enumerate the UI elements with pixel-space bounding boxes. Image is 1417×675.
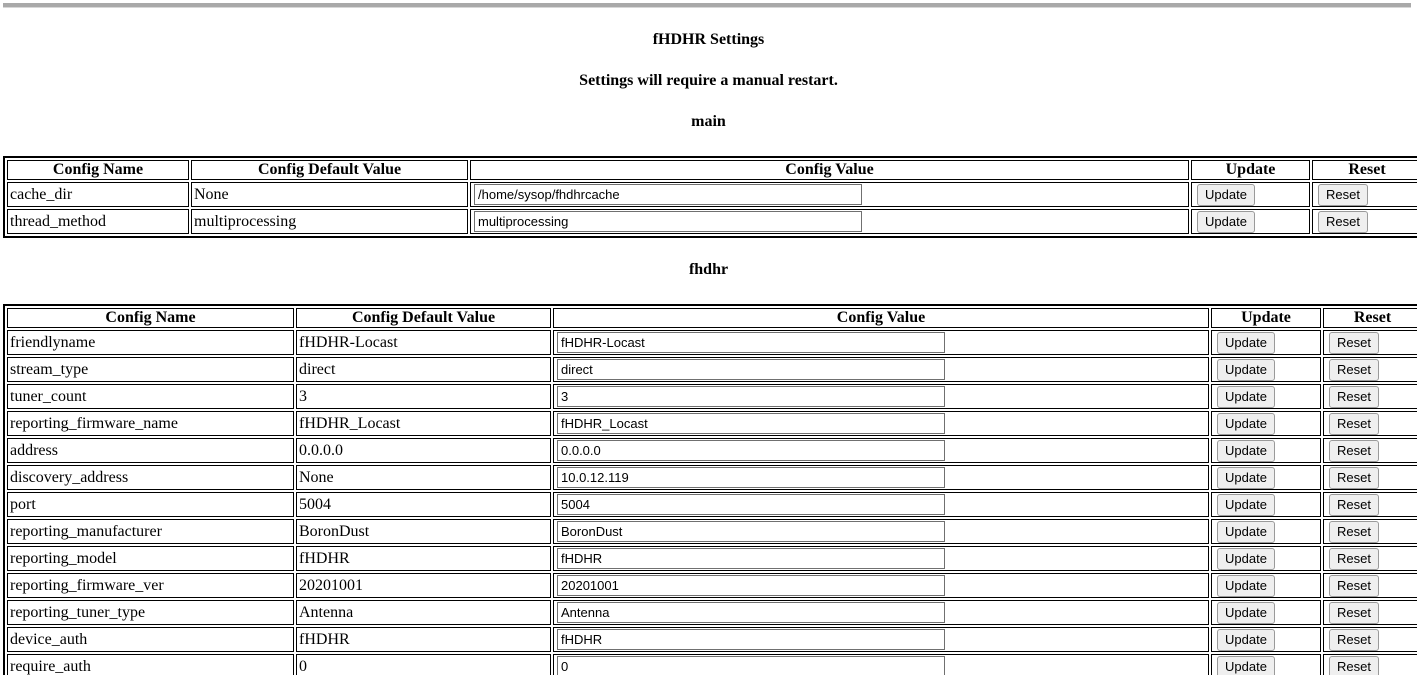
update-cell	[1211, 600, 1321, 625]
reset-cell	[1323, 357, 1417, 382]
config-name-cell: friendlyname	[7, 330, 294, 355]
update-cell	[1211, 330, 1321, 355]
reset-cell	[1323, 330, 1417, 355]
update-cell	[1211, 411, 1321, 436]
config-name-cell: reporting_manufacturer	[7, 519, 294, 544]
page-title: fHDHR Settings	[652, 31, 765, 48]
config-row	[7, 519, 1417, 544]
reset-cell	[1323, 438, 1417, 463]
config-value-input[interactable]	[557, 413, 945, 434]
config-default-cell: 0.0.0.0	[296, 438, 551, 463]
reset-cell	[1312, 182, 1417, 207]
reset-cell	[1323, 519, 1417, 544]
update-button[interactable]: Update	[1217, 467, 1275, 489]
config-value-cell	[553, 546, 1209, 571]
config-value-cell	[553, 465, 1209, 490]
update-cell	[1191, 182, 1310, 207]
config-row	[7, 627, 1417, 652]
config-name-cell: thread_method	[7, 209, 189, 234]
update-button[interactable]: Update	[1217, 494, 1275, 516]
config-name-cell: stream_type	[7, 357, 294, 382]
update-cell	[1211, 492, 1321, 517]
config-name-cell: tuner_count	[7, 384, 294, 409]
update-button[interactable]: Update	[1217, 602, 1275, 624]
update-cell	[1211, 438, 1321, 463]
config-value-input[interactable]	[557, 602, 945, 623]
config-value-input[interactable]	[557, 575, 945, 596]
update-cell	[1191, 209, 1310, 234]
config-name-cell: reporting_model	[7, 546, 294, 571]
config-table-main	[3, 156, 1417, 238]
update-button[interactable]: Update	[1217, 629, 1275, 651]
reset-button[interactable]: Reset	[1329, 386, 1379, 408]
reset-cell	[1323, 492, 1417, 517]
config-name-cell: discovery_address	[7, 465, 294, 490]
config-row	[7, 465, 1417, 490]
config-value-input[interactable]	[557, 494, 945, 515]
table-header-row	[7, 160, 1417, 180]
reset-cell	[1323, 546, 1417, 571]
reset-cell	[1323, 654, 1417, 675]
config-value-input[interactable]	[557, 467, 945, 488]
reset-button[interactable]: Reset	[1329, 548, 1379, 570]
config-default-cell: None	[296, 465, 551, 490]
update-button[interactable]: Update	[1217, 332, 1275, 354]
config-row	[7, 573, 1417, 598]
config-value-input[interactable]	[557, 521, 945, 542]
config-value-input[interactable]	[557, 629, 945, 650]
reset-cell	[1323, 411, 1417, 436]
config-name-cell: cache_dir	[7, 182, 189, 207]
update-cell	[1211, 357, 1321, 382]
column-header-update: Update	[1211, 308, 1321, 328]
section-heading-main: main	[691, 113, 726, 130]
config-value-cell	[553, 627, 1209, 652]
column-header-config-value: Config Value	[553, 308, 1209, 328]
config-value-cell	[553, 357, 1209, 382]
update-cell	[1211, 465, 1321, 490]
config-value-input[interactable]	[557, 359, 945, 380]
reset-cell	[1323, 573, 1417, 598]
config-row	[7, 182, 1417, 207]
config-value-input[interactable]	[557, 656, 945, 675]
config-name-cell: reporting_tuner_type	[7, 600, 294, 625]
config-row	[7, 384, 1417, 409]
table-header-row	[7, 308, 1417, 328]
config-value-input[interactable]	[557, 548, 945, 569]
update-button[interactable]: Update	[1217, 359, 1275, 381]
config-value-input[interactable]	[557, 440, 945, 461]
update-button[interactable]: Update	[1217, 521, 1275, 543]
reset-button[interactable]: Reset	[1329, 602, 1379, 624]
column-header-reset: Reset	[1323, 308, 1417, 328]
update-button[interactable]: Update	[1217, 656, 1275, 675]
config-default-cell: 5004	[296, 492, 551, 517]
config-row	[7, 209, 1417, 234]
update-cell	[1211, 384, 1321, 409]
top-divider-bar	[3, 3, 1411, 8]
config-row	[7, 330, 1417, 355]
column-header-config-default: Config Default Value	[296, 308, 551, 328]
update-button[interactable]: Update	[1217, 386, 1275, 408]
reset-button[interactable]: Reset	[1329, 521, 1379, 543]
update-button[interactable]: Update	[1197, 211, 1255, 233]
config-value-input[interactable]	[557, 332, 945, 353]
column-header-reset: Reset	[1312, 160, 1417, 180]
config-value-cell	[553, 600, 1209, 625]
reset-cell	[1323, 600, 1417, 625]
column-header-config-value: Config Value	[470, 160, 1189, 180]
config-value-cell	[553, 573, 1209, 598]
column-header-update: Update	[1191, 160, 1310, 180]
config-default-cell: None	[191, 182, 468, 207]
config-default-cell: BoronDust	[296, 519, 551, 544]
config-default-cell: 3	[296, 384, 551, 409]
config-name-cell: address	[7, 438, 294, 463]
reset-cell	[1323, 627, 1417, 652]
config-name-cell: port	[7, 492, 294, 517]
config-name-cell: reporting_firmware_name	[7, 411, 294, 436]
update-cell	[1211, 573, 1321, 598]
config-default-cell: Antenna	[296, 600, 551, 625]
column-header-config-name: Config Name	[7, 160, 189, 180]
page-subtitle: Settings will require a manual restart.	[579, 72, 838, 89]
config-value-input[interactable]	[474, 184, 862, 205]
section-heading-fhdhr: fhdhr	[688, 261, 729, 278]
update-button[interactable]: Update	[1217, 413, 1275, 435]
config-table-fhdhr	[3, 304, 1417, 675]
config-row	[7, 357, 1417, 382]
config-default-cell: fHDHR-Locast	[296, 330, 551, 355]
update-cell	[1211, 654, 1321, 675]
config-default-cell: multiprocessing	[191, 209, 468, 234]
update-cell	[1211, 627, 1321, 652]
config-value-cell	[553, 411, 1209, 436]
column-header-config-default: Config Default Value	[191, 160, 468, 180]
update-button[interactable]: Update	[1217, 548, 1275, 570]
config-value-cell	[553, 438, 1209, 463]
config-default-cell: fHDHR_Locast	[296, 411, 551, 436]
reset-button[interactable]: Reset	[1318, 211, 1368, 233]
config-default-cell: fHDHR	[296, 546, 551, 571]
config-value-cell	[553, 519, 1209, 544]
update-button[interactable]: Update	[1217, 440, 1275, 462]
config-value-cell	[553, 492, 1209, 517]
config-value-cell	[470, 209, 1189, 234]
reset-button[interactable]: Reset	[1329, 629, 1379, 651]
config-row	[7, 600, 1417, 625]
config-name-cell: require_auth	[7, 654, 294, 675]
config-name-cell: reporting_firmware_ver	[7, 573, 294, 598]
config-value-cell	[553, 384, 1209, 409]
reset-cell	[1323, 465, 1417, 490]
reset-button[interactable]: Reset	[1329, 656, 1379, 675]
config-row	[7, 654, 1417, 675]
update-cell	[1211, 546, 1321, 571]
reset-button[interactable]: Reset	[1329, 332, 1379, 354]
reset-button[interactable]: Reset	[1318, 184, 1368, 206]
config-default-cell: 20201001	[296, 573, 551, 598]
config-name-cell: device_auth	[7, 627, 294, 652]
reset-button[interactable]: Reset	[1329, 467, 1379, 489]
update-button[interactable]: Update	[1217, 575, 1275, 597]
update-button[interactable]: Update	[1197, 184, 1255, 206]
update-cell	[1211, 519, 1321, 544]
config-row	[7, 438, 1417, 463]
config-row	[7, 546, 1417, 571]
config-value-cell	[553, 654, 1209, 675]
config-value-input[interactable]	[474, 211, 862, 232]
reset-button[interactable]: Reset	[1329, 359, 1379, 381]
reset-button[interactable]: Reset	[1329, 440, 1379, 462]
reset-button[interactable]: Reset	[1329, 494, 1379, 516]
config-value-input[interactable]	[557, 386, 945, 407]
config-value-cell	[553, 330, 1209, 355]
reset-cell	[1323, 384, 1417, 409]
column-header-config-name: Config Name	[7, 308, 294, 328]
config-default-cell: 0	[296, 654, 551, 675]
reset-cell	[1312, 209, 1417, 234]
reset-button[interactable]: Reset	[1329, 413, 1379, 435]
config-default-cell: direct	[296, 357, 551, 382]
reset-button[interactable]: Reset	[1329, 575, 1379, 597]
config-default-cell: fHDHR	[296, 627, 551, 652]
config-row	[7, 492, 1417, 517]
config-row	[7, 411, 1417, 436]
config-value-cell	[470, 182, 1189, 207]
